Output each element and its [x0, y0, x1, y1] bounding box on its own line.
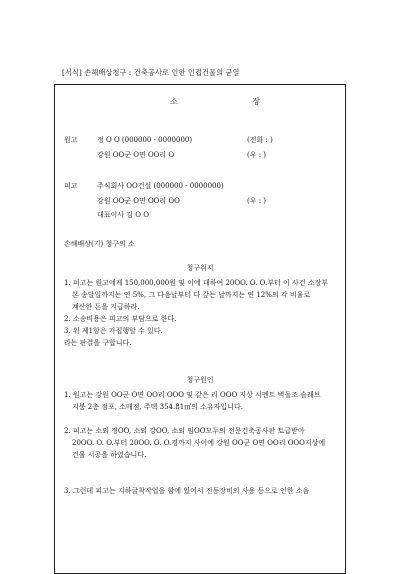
claim-purpose-line: 2. 소송비용은 피고의 부담으로 한다. [64, 315, 177, 323]
claim-cause-line [64, 413, 325, 425]
claim-purpose-body [64, 277, 328, 349]
plaintiff-role: 원고 [64, 136, 78, 144]
defendant-role: 피고 [64, 182, 78, 190]
claim-purpose-heading: 청구취지 [186, 264, 214, 272]
title-right: 장 [252, 97, 260, 106]
claim-cause-line: 2. 피고는 소외 정OO, 소외 강OO, 소외 임OO모두의 전문건축공사판 토급받아 [64, 427, 305, 435]
defendant-representative: 대표이사 김 O O [97, 211, 149, 219]
claim-cause-body [64, 389, 325, 497]
plaintiff-name: 정 O O (000000 - 0000000) [97, 136, 193, 144]
claim-cause-line: 건물 시공을 하였습니다. [72, 451, 147, 459]
claim-cause-line: 3. 그런데 피고는 지하굴착작업을 함에 있어서 진동장비의 사용 등으로 인한 소음 [64, 487, 310, 495]
claim-cause-line [64, 473, 325, 485]
claim-purpose-line: 계산한 돈을 지급하라. [72, 303, 140, 311]
defendant-address: 강원 OO군 O면 OO리 OO [97, 197, 180, 205]
title-left: 소 [170, 97, 178, 106]
claim-purpose-line: 3. 위 제1항은 가집행할 수 있다. [64, 327, 163, 335]
claim-cause-line: 20OO. O. O.부터 20OO. O. O.경까지 사이에 강원 OO군 O면 OO리 OOO지상에 [72, 439, 326, 447]
claim-cause-line: 지붕 2층 점포, 소매점, 주택 354.81㎡의 소유자입니다. [72, 403, 243, 411]
plaintiff-phone: (전화 : ) [247, 136, 273, 144]
plaintiff-address: 강원 OO군 O면 OO리 O [97, 151, 175, 159]
defendant-zip: (우 : ) [247, 197, 267, 205]
claim-purpose-line: 1. 피고는 원고에게 150,000,000원 및 이에 대하여 20OO. O. O.부터 이 사건 소장부 [64, 279, 328, 287]
case-name: 손해배상(기) 청구의 소 [64, 240, 135, 248]
form-header: [서식] 손해배상청구 : 건축공사로 인한 인접건물의 균열 [62, 68, 240, 77]
claim-purpose-line: 라는 판결을 구합니다. [64, 339, 132, 347]
claim-cause-line [64, 461, 325, 473]
claim-purpose-line: 본 송달일까지는 연 5%, 그 다음날부터 다 갚는 날까지는 연 12%의 각 비율로 [72, 291, 311, 299]
claim-cause-line: 1. 원고는 강원 OO군 O면 OO리 OOO 및 같은 리 OOO 지상 시멘트 벽돌조 슬래브 [64, 391, 321, 399]
document-title [170, 96, 260, 107]
defendant-name: 주식회사 OO건설 (000000 - 0000000) [97, 182, 224, 190]
claim-cause-heading: 청구원인 [186, 376, 214, 384]
plaintiff-zip: (우 : ) [247, 151, 267, 159]
